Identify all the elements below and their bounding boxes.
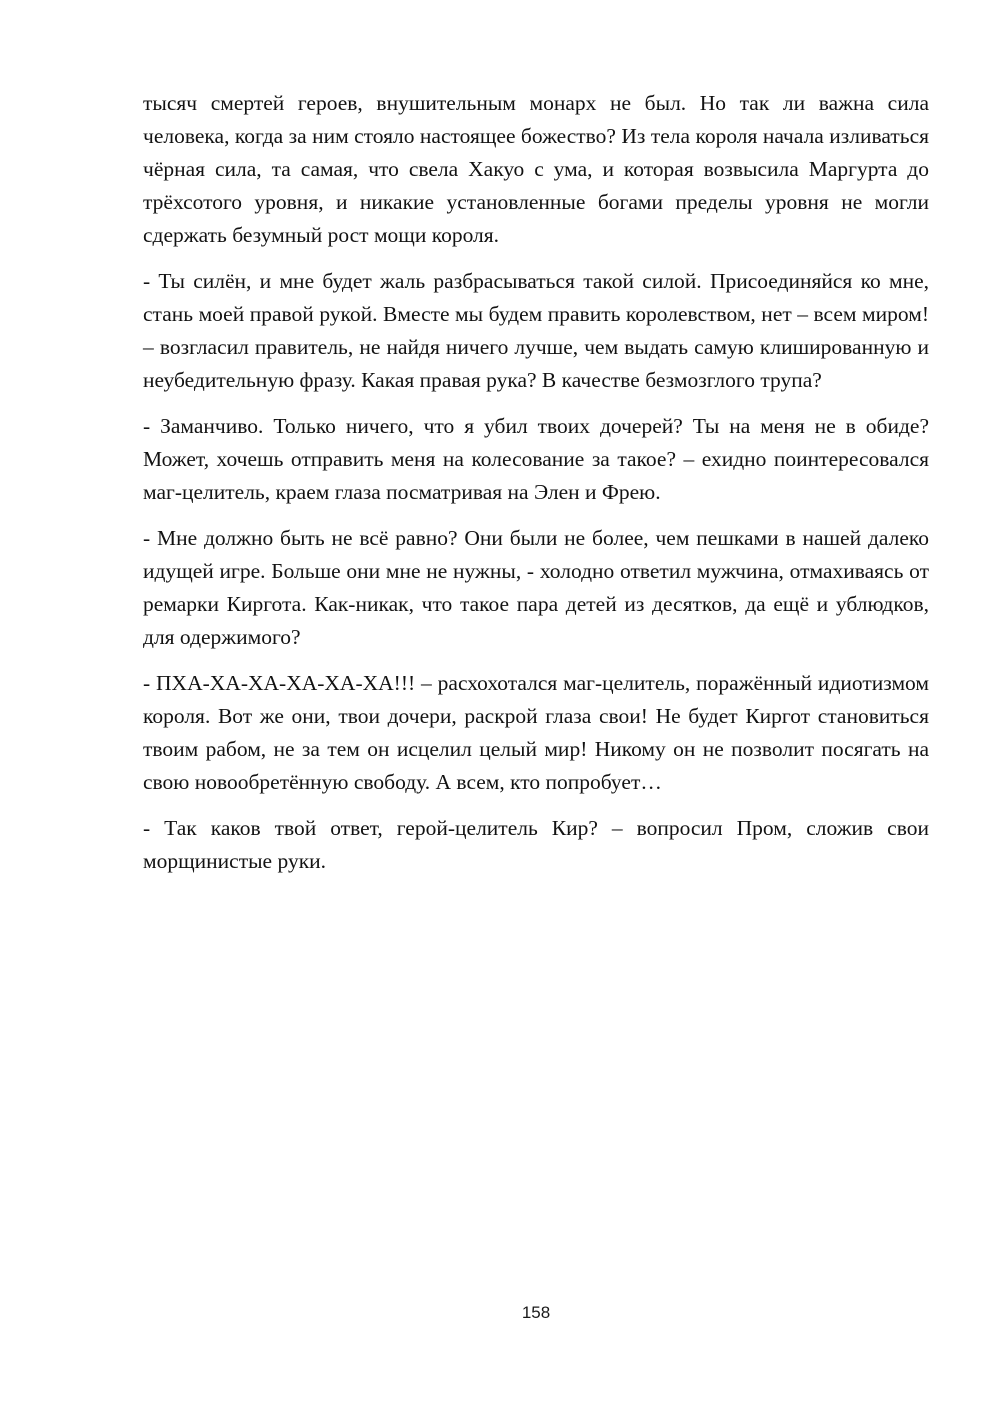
paragraph: - Мне должно быть не всё равно? Они были не более, чем пешками в нашей далеко идущей игре. Больше они мне не нужны, - холодно ответил мужчина, отмахиваясь от ремарки Киргота. Как-никак, что такое пара детей из десятков, да ещё и ублюдков, для одержимого? bbox=[143, 526, 929, 649]
paragraph: - Так каков твой ответ, герой-целитель Кир? – вопросил Пром, сложив свои морщинистые руки. bbox=[143, 816, 929, 873]
text-block bbox=[143, 87, 929, 878]
paragraph: тысяч смертей героев, внушительным монарх не был. Но так ли важна сила человека, когда за ним стояло настоящее божество? Из тела короля начала изливаться чёрная сила, та самая, что свела Хакуо с ума, и которая возвысила Маргурта до трёхсотого уровня, и никакие установленные богами пределы уровня не могли сдержать безумный рост мощи короля. bbox=[143, 91, 929, 247]
page-number: 158 bbox=[521, 1303, 551, 1322]
paragraph: - ПХА-ХА-ХА-ХА-ХА-ХА!!! – расхохотался маг-целитель, поражённый идиотизмом короля. Вот же они, твои дочери, раскрой глаза свои! Не будет Киргот становиться твоим рабом, не за тем он исцелил целый мир! Никому он не позволит посягать на свою новообретённую свободу. А всем, кто попробует… bbox=[143, 671, 929, 794]
paragraph: - Заманчиво. Только ничего, что я убил твоих дочерей? Ты на меня не в обиде? Может, хочешь отправить меня на колесование за такое? – ехидно поинтересовался маг-целитель, краем глаза посматривая на Элен и Фрею. bbox=[143, 414, 929, 504]
paragraph: - Ты силён, и мне будет жаль разбрасываться такой силой. Присоединяйся ко мне, стань моей правой рукой. Вместе мы будем править королевством, нет – всем миром! – возгласил правитель, не найдя ничего лучше, чем выдать самую клишированную и неубедительную фразу. Какая правая рука? В качестве безмозглого трупа? bbox=[143, 269, 929, 392]
